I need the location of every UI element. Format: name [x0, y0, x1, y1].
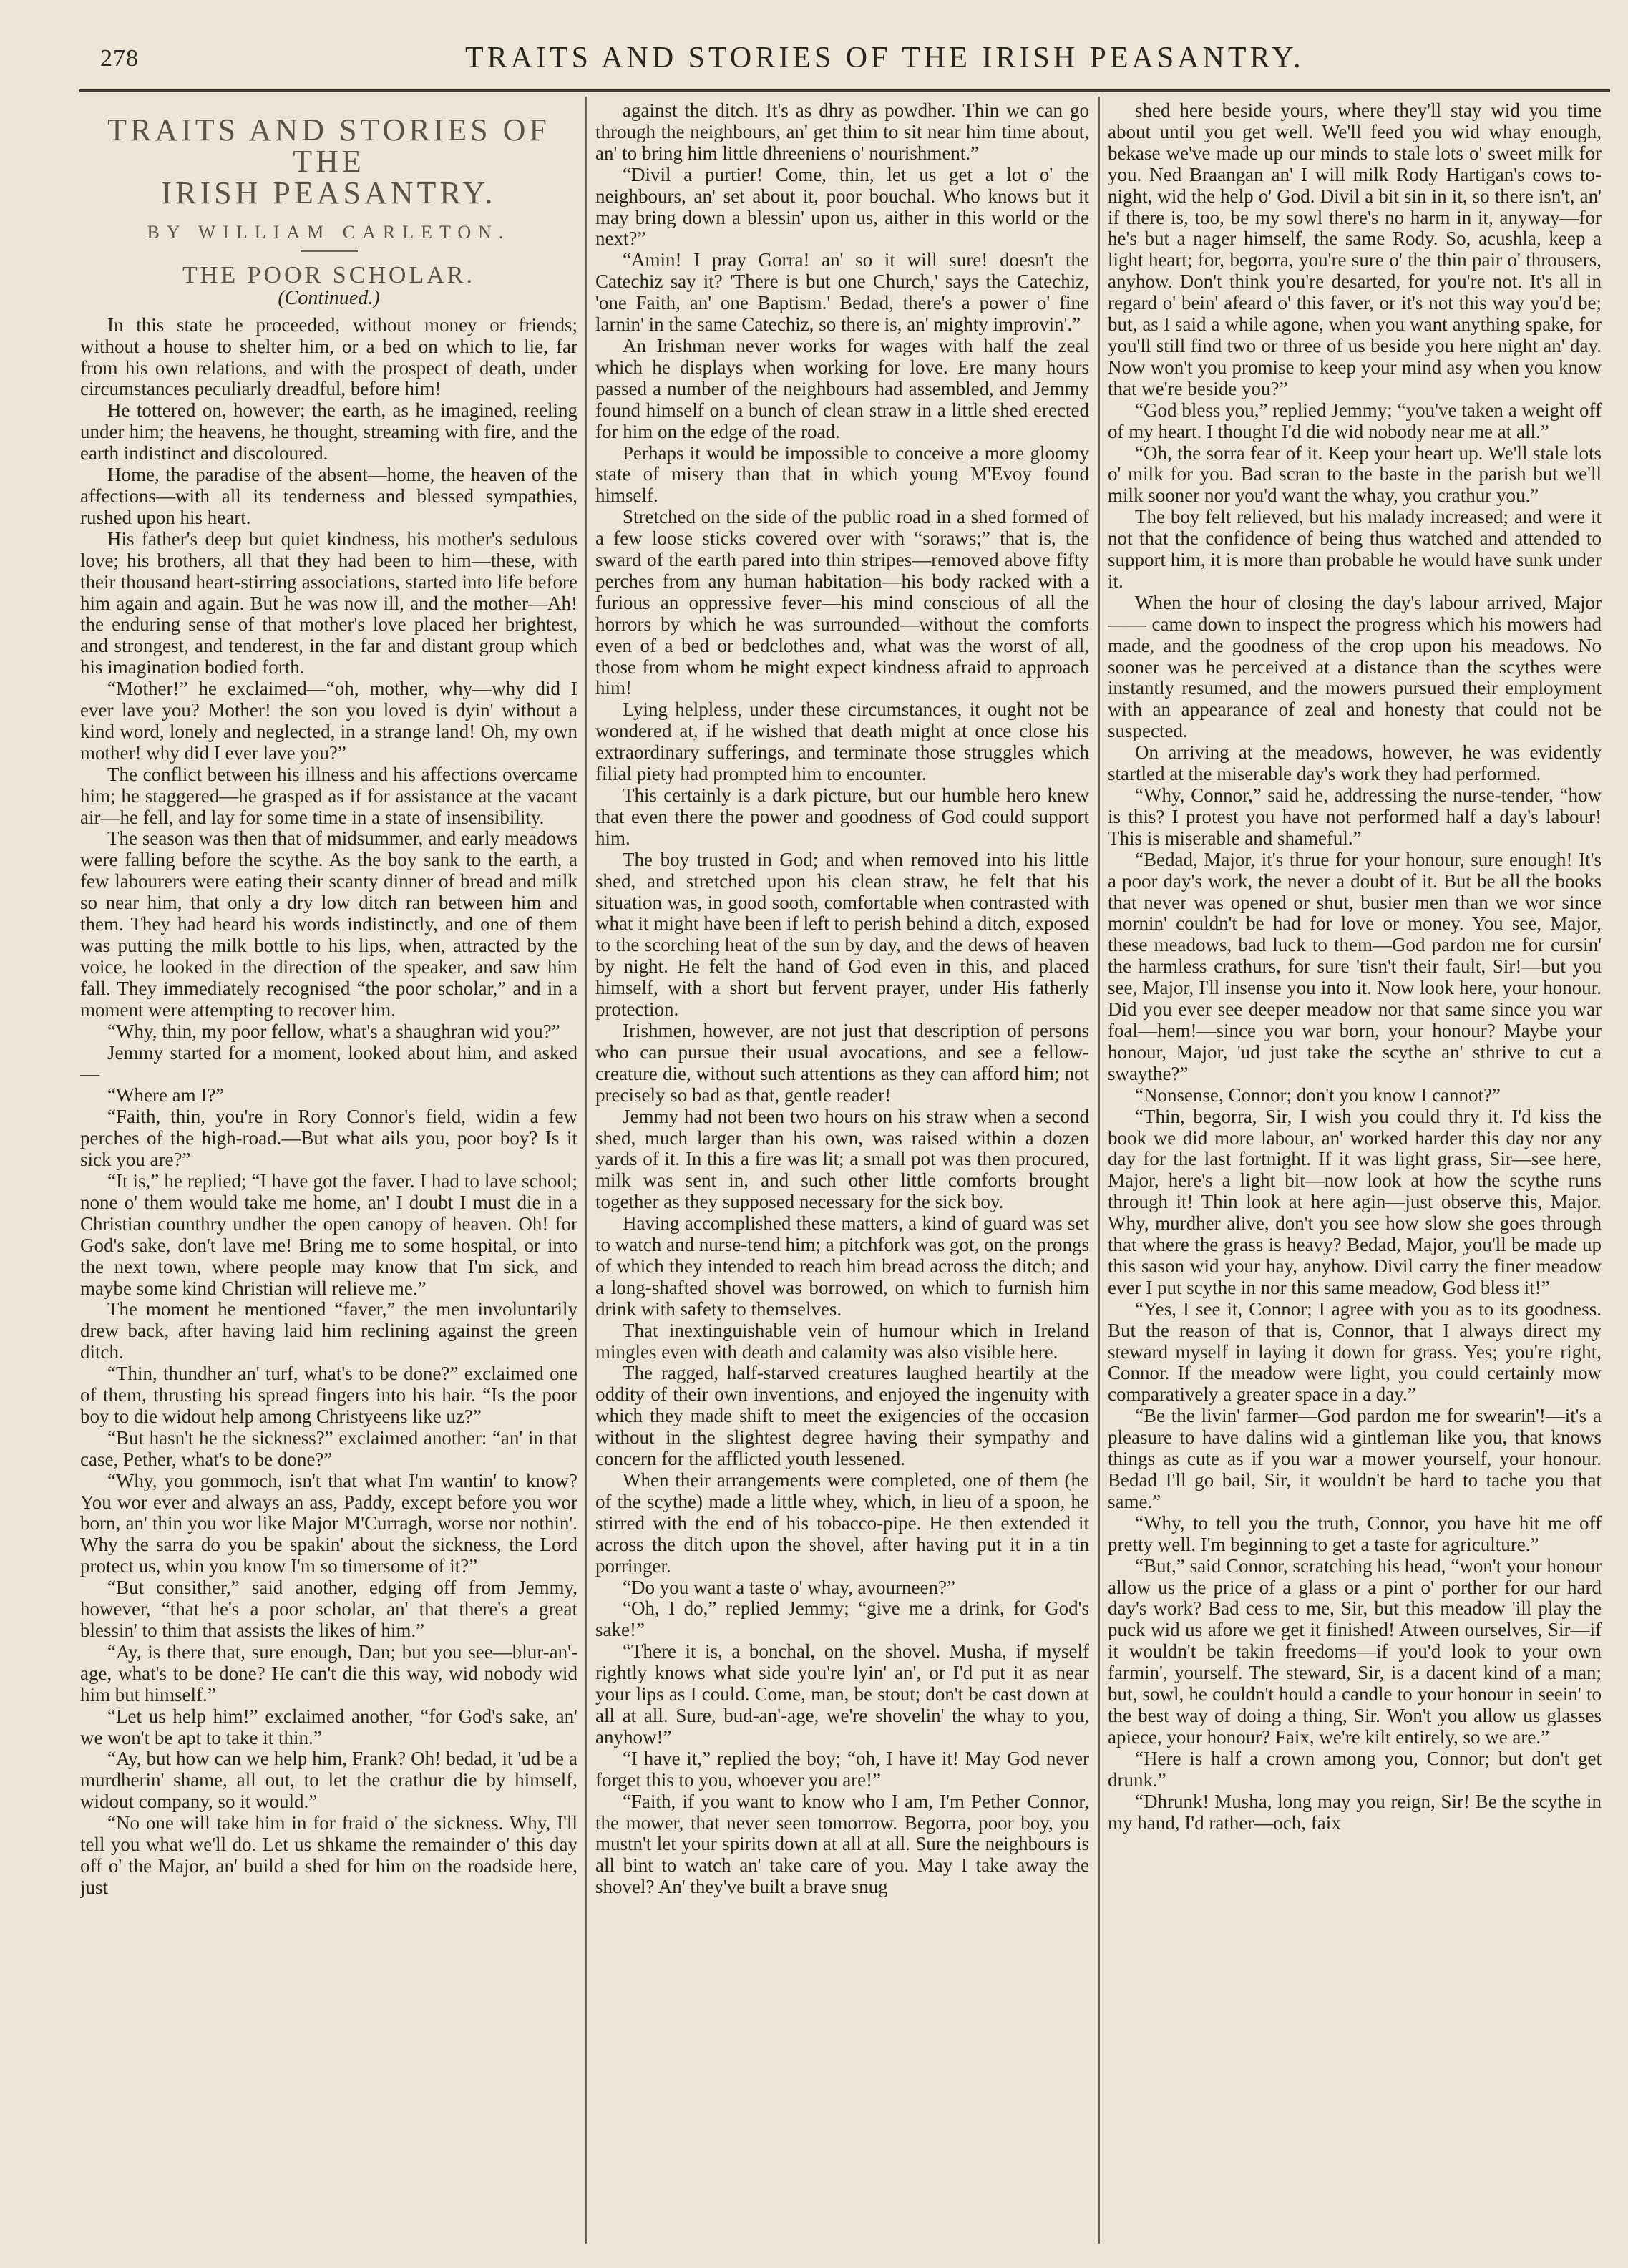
paragraph: “Bedad, Major, it's thrue for your honour, sure enough! It's a poor day's work, the never a doubt of it. But be all the books that never was opened or shut, busier men than we wor since mornin' couldn't be had for love or money. You see, Major, these meadows, bad luck to them—God pardon me for cursin' the harmless crathurs, for sure 'tisn't their fault, Sir!—but you see, Major, I'll insense you into it. Now look here, your honour. Did you ever see deeper meadow nor that same since you war foal—hem!—since you war born, your honour? Maybe your honour, Major, 'ud just take the scythe an' sthrive to cut a swaythe?”: [1108, 848, 1602, 1084]
paragraph: This certainly is a dark picture, but our humble hero knew that even there the power and goodness of God could support him.: [595, 784, 1089, 849]
paragraph: “Why, thin, my poor fellow, what's a shaughran wid you?”: [107, 1020, 560, 1042]
paragraph: He tottered on, however; the earth, as he imagined, reeling under him; the heavens, he thought, streaming with fire, and the earth indistinct and discoloured.: [80, 399, 577, 464]
paragraph: The boy trusted in God; and when removed into his little shed, and stretched upon his clean straw, he felt that his situation was, in good sooth, comfortable when contrasted with what it might have been if left to perish behind a ditch, exposed to the scorching heat of the sun by day, and the dews of heaven by night. He felt the hand of God even in this, and placed himself, with a short but fervent prayer, under His fatherly protection.: [595, 848, 1089, 1021]
column-divider: [585, 97, 587, 2244]
paragraph: “Divil a purtier! Come, thin, let us get a lot o' the neighbours, an' set about it, poor bouchal. Who knows but it may bring down a blessin' upon us, aither in this world or the next?”: [595, 163, 1089, 250]
paragraph: “I have it,” replied the boy; “oh, I have it! May God never forget this to you, whoever you are!”: [595, 1747, 1089, 1791]
paragraph: “But hasn't he the sickness?” exclaimed another: “an' in that case, Pether, what's to be done?”: [80, 1426, 577, 1470]
paragraph: Jemmy started for a moment, looked about him, and asked—: [80, 1041, 577, 1085]
paragraph: “Why, Connor,” said he, addressing the nurse-tender, “how is this? I protest you have not performed half a day's labour! This is miserable and shameful.”: [1108, 784, 1602, 849]
paragraph: “Here is half a crown among you, Connor; but don't get drunk.”: [1108, 1747, 1602, 1791]
paragraph: “But,” said Connor, scratching his head, “won't your honour allow us the price of a glass or a pint o' porther for our hard day's work? Bad cess to me, Sir, but this meadow 'ill play the puck wid us afore we get it finished! Atween ourselves, Sir—if it wouldn't be takin freedoms—if you'd look to your own farmin', yourself. The steward, Sir, is a dacent kind of a man; but, sowl, he couldn't hould a candle to your honour in seein' to the best way of doing a thing, Sir. Won't you allow us glasses apiece, your honour? Faix, we're kilt entirely, so we are.”: [1108, 1554, 1602, 1748]
paragraph: “Mother!” he exclaimed—“oh, mother, why—why did I ever lave you? Mother! the son you loved is dyin' without a kind word, lonely and neglected, in a strange land! Oh, my own mother! why did I ever lave you?”: [80, 678, 577, 764]
running-title: TRAITS AND STORIES OF THE IRISH PEASANTRY.: [465, 42, 1305, 74]
continued-note: (Continued.): [278, 286, 380, 309]
paragraph: Lying helpless, under these circumstances, it ought not be wondered at, if he wished that death might at once close his extraordinary sufferings, and terminate those struggles which filial piety had prompted him to encounter.: [595, 699, 1089, 785]
article-title-line-2: IRISH PEASANTRY.: [161, 175, 497, 210]
title-divider: [301, 250, 358, 252]
paragraph: “No one will take him in for fraid o' the sickness. Why, I'll tell you what we'll do. Let us shkame the remainder o' this day off o' the Major, an' build a shed for him on the roadside here, just: [80, 1812, 577, 1898]
paragraph: The boy felt relieved, but his malady increased; and were it not that the confidence of being thus watched and attended to support him, it is more than probable he would have sunk under it.: [1108, 506, 1602, 592]
paragraph: “Do you want a taste o' whay, avourneen?”: [623, 1576, 955, 1598]
paragraph: against the ditch. It's as dhry as powdher. Thin we can go through the neighbours, an' get thim to sit near him time about, an' to bring him little dhreeniens o' nourishment.”: [595, 100, 1089, 164]
column-2: [595, 100, 1089, 2240]
paragraph: “Amin! I pray Gorra! an' so it will sure! doesn't the Catechiz say it? 'There is but one Church,' says the Catechiz, 'one Faith, an' one Baptism.' Bedad, there's a power o' fine larnin' in the same Catechiz, so there is, an' mighty improvin'.”: [595, 249, 1089, 336]
paragraph: The moment he mentioned “faver,” the men involuntarily drew back, after having laid him reclining against the green ditch.: [80, 1298, 577, 1363]
paragraph: “Oh, I do,” replied Jemmy; “give me a drink, for God's sake!”: [595, 1597, 1089, 1641]
paragraph: “Let us help him!” exclaimed another, “for God's sake, an' we won't be apt to take it thin.”: [80, 1705, 577, 1748]
paragraph: “Yes, I see it, Connor; I agree with you as to its goodness. But the reason of that is, Connor, that I always direct my steward myself in laying it down for grass. Yes; you're right, Connor. If the meadow were light, you could certainly mow comparatively a greater space in a day.”: [1108, 1298, 1602, 1406]
paragraph: When their arrangements were completed, one of them (he of the scythe) made a little whey, which, in lieu of a spoon, he stirred with the end of his tobacco-pipe. He then extended it across the ditch upon the shovel, after having put it in a tin porringer.: [595, 1469, 1089, 1577]
article-title: [80, 112, 577, 210]
paragraph: “Ay, is there that, sure enough, Dan; but you see—blur-an'-age, what's to be done? He can't die this way, wid nobody wid him but himself.”: [80, 1640, 577, 1705]
running-head: [93, 39, 1524, 82]
paragraph: His father's deep but quiet kindness, his mother's sedulous love; his brothers, all that they had been to him—these, with their thousand heart-stirring associations, started into life before him again and again. But he was now ill, and the mother—Ah! the enduring sense of that mother's love placed her brightest, and strongest, and tenderest, in the far and distant group which his imagination bodied forth.: [80, 527, 577, 678]
paragraph: Irishmen, however, are not just that description of persons who can pursue their usual avocations, and see a fellow-creature die, without such attentions as they can afford him; not precisely so bad as that, gentle reader!: [595, 1019, 1089, 1106]
paragraph: Having accomplished these matters, a kind of guard was set to watch and nurse-tend him; a pitchfork was got, on the prongs of which they intended to reach him bread across the ditch; and a long-shafted shovel was borrowed, on which to furnish him drink with safety to themselves.: [595, 1212, 1089, 1320]
column-divider: [1098, 97, 1100, 2244]
byline: BY WILLIAM CARLETON.: [147, 222, 511, 243]
column-3: [1108, 100, 1602, 2240]
paragraph: “Dhrunk! Musha, long may you reign, Sir! Be the scythe in my hand, I'd rather—och, faix: [1108, 1790, 1602, 1834]
paragraph: Perhaps it would be impossible to conceive a more gloomy state of misery than that in which young M'Evoy found himself.: [595, 442, 1089, 507]
paragraph: “Thin, begorra, Sir, I wish you could thry it. I'd kiss the book we did more labour, an' worked harder this day nor any day for the last fortnight. If it was light grass, Sir—see here, Major, here's a light bit—now look at how the scythe runs through it! Thin look at here agin—just observe this, Major. Why, murdher alive, don't you see how slow she goes through that where the grass is heavy? Bedad, Major, you'll be made up this sason wid your hay, anyhow. Divil carry the finer meadow ever I put scythe in nor this same meadow, God bless it!”: [1108, 1105, 1602, 1298]
paragraph: Jemmy had not been two hours on his straw when a second shed, much larger than his own, was raised within a dozen yards of it. In this a fire was lit; a small pot was then procured, milk was sent in, and such other little comforts brought together as they supposed necessary for the sick boy.: [595, 1105, 1089, 1213]
paragraph: “Thin, thundher an' turf, what's to be done?” exclaimed one of them, thrusting his spread fingers into his hair. “Is the poor boy to die widout help among Christyeens like uz?”: [80, 1363, 577, 1427]
paragraph: “God bless you,” replied Jemmy; “you've taken a weight off of my heart. I thought I'd die wid nobody near me at all.”: [1108, 399, 1602, 442]
paragraph: The season was then that of midsummer, and early meadows were falling before the scythe. As the boy sank to the earth, a few labourers were eating their scanty dinner of bread and milk so near him, that only a dry low ditch ran between him and them. They had heard his words indistinctly, and one of them was putting the milk bottle to his lips, when, attracted by the voice, he looked in the direction of the speaker, and saw him fall. They immediately recognised “the poor scholar,” and in a moment were attempting to recover him.: [80, 827, 577, 1021]
paragraph: “Ay, but how can we help him, Frank? Oh! bedad, it 'ud be a murdherin' shame, all out, to let the crathur die by himself, widout company, so it would.”: [80, 1748, 577, 1813]
paragraph: “Why, you gommoch, isn't that what I'm wantin' to know? You wor ever and always an ass, Paddy, except before you wor born, an' thin you wor like Major M'Curragh, worse nor nothin'. Why the sarra do you be spakin' about the sickness, the Lord protect us, whin you know I'm so timersome of it?”: [80, 1469, 577, 1577]
column-3-body: [1108, 100, 1602, 1834]
paragraph: Stretched on the side of the public road in a shed formed of a few loose sticks covered over with “soraws;” that is, the sward of the earth pared into thin stripes—removed above fifty perches from any human habitation—his body racked with a furious an oppressive fever—his mind conscious of all the horrors by which he was surrounded—without the comforts even of a bed or bedclothes and, what was the worst of all, those from whom he might expect kindness afraid to approach him!: [595, 506, 1089, 699]
paragraph: “Nonsense, Connor; don't you know I cannot?”: [1135, 1084, 1501, 1106]
paragraph: An Irishman never works for wages with half the zeal which he displays when working for love. Ere many hours passed a number of the neighbours had assembled, and Jemmy found himself on a bunch of clean straw in a little shed erected for him on the edge of the road.: [595, 334, 1089, 442]
paragraph: “Where am I?”: [107, 1084, 225, 1106]
paragraph: When the hour of closing the day's labour arrived, Major —— came down to inspect the progress which his mowers had made, and the goodness of the crop upon his meadows. No sooner was he perceived at a distance than the scythes were instantly resumed, and the mowers pursued their employment with an appearance of zeal and honesty that could not be suspected.: [1108, 591, 1602, 742]
paragraph: “Faith, thin, you're in Rory Connor's field, widin a few perches of the high-road.—But what ails you, poor boy? Is it sick you are?”: [80, 1106, 577, 1171]
paragraph: Home, the paradise of the absent—home, the heaven of the affections—with all its tenderness and blessed sympathies, rushed upon his heart.: [80, 464, 577, 528]
paragraph: The conflict between his illness and his affections overcame him; he staggered—he grasped as if for assistance at the vacant air—he fell, and lay for some time in a state of insensibility.: [80, 763, 577, 828]
paragraph: “But consither,” said another, edging off from Jemmy, however, “that he's a poor scholar, an' that there's a great blessin' to thim that assists the likes of him.”: [80, 1577, 577, 1641]
column-2-body: [595, 100, 1089, 1898]
article-title-line-1: TRAITS AND STORIES OF THE: [107, 112, 550, 179]
paragraph: “It is,” he replied; “I have got the faver. I had to lave school; none o' them would take me home, an' I doubt I must die in a Christian counthry undher the open canopy of heaven. Oh! for God's sake, don't lave me! Bring me to some hospital, or into the next town, where people may know that I'm sick, and maybe some kind Christian will relieve me.”: [80, 1169, 577, 1299]
paragraph: That inextinguishable vein of humour which in Ireland mingles even with death and calamity was also visible here.: [595, 1319, 1089, 1363]
page-number: 278: [100, 45, 139, 72]
paragraph: “Faith, if you want to know who I am, I'm Pether Connor, the mower, that never seen tomorrow. Begorra, poor boy, you mustn't let your spirits down at all at all. Sure the neighbours is all bint to watch an' take care of you. May I take away the shovel? An' they've built a brave snug: [595, 1790, 1089, 1898]
paragraph: shed here beside yours, where they'll stay wid you time about until you get well. We'll feed you wid whay enough, bekase we've made up our minds to stale lots o' sweet milk for you. Ned Braangan an' I will milk Rody Hartigan's cows to-night, wid the help o' God. Divil a bit sin in it, so there isn't, an' if there is, too, be my sowl there's no harm in it, anyway—for he's but a nager himself, the same Rody. So, acushla, keep a light heart; for, begorra, you're sure o' the thin pair o' throusers, anyhow. Don't think you're desarted, for you're not. It's all in regard o' bein' afeard o' this faver, or it's not this way you'd be; but, as I said a while agone, when you want anything spake, for you'll still find two or three of us beside you here night an' day. Now won't you promise to keep your mind asy when you know that we're beside you?”: [1108, 100, 1602, 399]
paragraph: On arriving at the meadows, however, he was evidently startled at the miserable day's work they had performed.: [1108, 741, 1602, 785]
paragraph: “Why, to tell you the truth, Connor, you have hit me off pretty well. I'm beginning to get a taste for agriculture.”: [1108, 1512, 1602, 1555]
paragraph: The ragged, half-starved creatures laughed heartily at the oddity of their own inventions, and enjoyed the ingenuity with which they made shift to meet the exigencies of the occasion without in the slightest degree having their sympathy and concern for the afflicted youth lessened.: [595, 1362, 1089, 1470]
paragraph: “There it is, a bonchal, on the shovel. Musha, if myself rightly knows what side you're lyin' an', or I'd put it as near your lips as I could. Come, man, be stout; don't be cast down at all at all. Sure, bud-an'-age, we're shovelin' the whay to you, anyhow!”: [595, 1640, 1089, 1748]
paragraph: “Be the livin' farmer—God pardon me for swearin'!—it's a pleasure to have dalins wid a gintleman like you, that knows things as cute as if you war a mower yourself, your honour. Bedad I'll go bail, Sir, it wouldn't be hard to tache you that same.”: [1108, 1405, 1602, 1512]
column-1: [80, 100, 577, 2240]
section-title: THE POOR SCHOLAR.: [182, 261, 475, 288]
paragraph: In this state he proceeded, without money or friends; without a house to shelter him, or a bed on which to lie, far from his own relations, and with the prospect of death, under circumstances peculiarly dreadful, before him!: [80, 313, 577, 400]
paragraph: “Oh, the sorra fear of it. Keep your heart up. We'll stale lots o' milk for you. Bad scran to the baste in the parish but we'll milk sooner nor you'd want the whay, you crathur you.”: [1108, 442, 1602, 507]
header-rule: [79, 89, 1610, 92]
column-1-body: [80, 315, 577, 1899]
